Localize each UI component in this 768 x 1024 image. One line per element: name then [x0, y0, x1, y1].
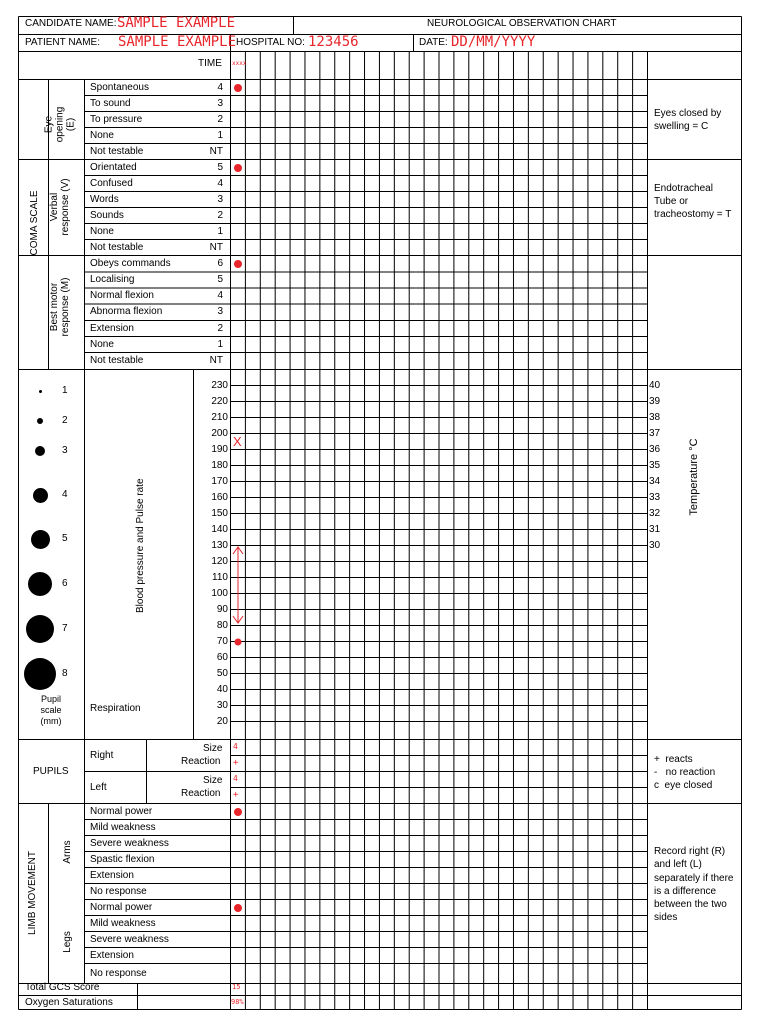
- eye-item-score: 1: [217, 129, 223, 141]
- bp-tick-label: 80: [216, 619, 228, 631]
- pupil-size-circle: [39, 390, 42, 393]
- eye-note: Eyes closed by swelling = C: [654, 108, 722, 132]
- temperature-label: Temperature °C: [688, 438, 700, 516]
- arms-item-label: Extension: [90, 869, 134, 881]
- limb-movement-label: LIMB MOVEMENT: [27, 851, 38, 935]
- legs-item-label: Normal power: [90, 901, 153, 913]
- right-size-label: Size: [203, 743, 223, 754]
- pupil-size-label: 1: [62, 385, 68, 396]
- pupil-size-label: 2: [62, 415, 68, 426]
- motor-item-score: 1: [217, 338, 223, 350]
- bp-tick-label: 90: [216, 603, 228, 615]
- bp-tick-label: 110: [212, 571, 228, 583]
- legs-item-label: Extension: [90, 949, 134, 961]
- eye-score-dot[interactable]: [234, 84, 242, 92]
- gcs-value[interactable]: 15: [232, 983, 241, 991]
- candidate-label: CANDIDATE NAME:: [25, 18, 117, 29]
- motor-item-label: Not testable: [90, 355, 144, 366]
- temperature-tick-label: 32: [649, 507, 661, 519]
- bp-tick-label: 30: [216, 699, 228, 711]
- pupil-size-label: 5: [62, 533, 68, 544]
- temperature-tick-label: 31: [649, 523, 661, 535]
- left-size-value[interactable]: 4: [233, 774, 238, 783]
- pupil-size-label: 8: [62, 668, 68, 679]
- verbal-item-score: 4: [217, 177, 223, 189]
- left-size-label: Size: [203, 775, 223, 786]
- temperature-tick-label: 35: [649, 459, 661, 471]
- verbal-response-label: Verbal response (V): [49, 178, 71, 236]
- temperature-tick-label: 38: [649, 411, 661, 423]
- pupil-scale-label: Pupil scale (mm): [40, 694, 62, 726]
- bp-tick-label: 70: [216, 635, 228, 647]
- pupil-size-circle: [37, 418, 43, 424]
- verbal-item-label: Orientated: [90, 161, 137, 173]
- patient-value[interactable]: SAMPLE EXAMPLE: [118, 34, 237, 50]
- pupil-size-circle: [35, 446, 45, 456]
- o2-value[interactable]: 98%: [231, 998, 244, 1006]
- verbal-item-score: 3: [217, 193, 223, 205]
- coma-scale-label: COMA SCALE: [29, 190, 40, 256]
- verbal-item-score: 2: [217, 209, 223, 221]
- motor-item-score: 4: [217, 290, 223, 301]
- time-label: TIME: [198, 58, 222, 69]
- pupil-size-circle: [31, 530, 50, 549]
- motor-item-score: 2: [217, 322, 223, 334]
- motor-response-label: Best motor response (M): [49, 277, 71, 337]
- hospital-value[interactable]: 123456: [308, 34, 359, 50]
- motor-item-score: 3: [217, 306, 223, 318]
- o2-label: Oxygen Saturations: [25, 997, 113, 1008]
- bp-tick-label: 210: [211, 411, 228, 423]
- verbal-item-score: NT: [209, 241, 223, 253]
- bp-tick-label: 140: [211, 523, 228, 535]
- pupil-size-label: 6: [62, 578, 68, 589]
- legs-item-label: No response: [90, 967, 147, 979]
- temperature-tick-label: 33: [649, 491, 661, 503]
- candidate-value[interactable]: SAMPLE EXAMPLE: [117, 15, 236, 31]
- bp-tick-label: 150: [211, 507, 228, 519]
- bp-tick-label: 230: [211, 379, 228, 391]
- respiration-label: Respiration: [90, 703, 141, 714]
- bp-tick-label: 60: [216, 651, 228, 663]
- verbal-item-label: Sounds: [90, 209, 124, 221]
- gcs-label: Total GCS Score: [25, 982, 100, 993]
- blood-pressure-arrow[interactable]: [228, 540, 248, 650]
- pupil-size-circle: [33, 488, 48, 503]
- eye-item-label: To pressure: [90, 113, 143, 125]
- pupil-size-label: 7: [62, 623, 68, 634]
- verbal-item-score: 1: [217, 225, 223, 237]
- verbal-item-score: 5: [217, 161, 223, 173]
- pupil-legend-eye-closed: c eye closed: [654, 780, 713, 791]
- temperature-tick-label: 40: [649, 379, 661, 391]
- left-reaction-label: Reaction: [181, 788, 221, 799]
- eye-item-label: Spontaneous: [90, 81, 149, 93]
- time-value[interactable]: xxxx: [232, 60, 247, 67]
- bp-tick-label: 100: [211, 587, 228, 599]
- motor-item-score: 6: [217, 257, 223, 269]
- arms-power-dot[interactable]: [234, 808, 242, 816]
- verbal-item-label: Words: [90, 193, 119, 205]
- bp-tick-label: 170: [211, 475, 228, 487]
- motor-item-score: 5: [217, 274, 223, 285]
- arms-item-label: Severe weakness: [90, 837, 169, 849]
- temperature-tick-label: 30: [649, 539, 661, 551]
- bp-tick-label: 180: [211, 459, 228, 471]
- motor-item-label: None: [90, 338, 114, 350]
- pupil-size-circle: [28, 572, 52, 596]
- pupil-legend-reacts: + reacts: [654, 754, 693, 765]
- motor-item-label: Normal flexion: [90, 290, 154, 301]
- arms-label: Arms: [62, 840, 73, 864]
- right-size-value[interactable]: 4: [233, 742, 238, 751]
- pupil-size-circle: [24, 658, 56, 690]
- legs-label: Legs: [62, 931, 73, 953]
- legs-item-label: Mild weakness: [90, 917, 156, 929]
- legs-item-label: Severe weakness: [90, 933, 169, 945]
- motor-item-label: Obeys commands: [90, 257, 171, 269]
- bp-tick-label: 120: [211, 555, 228, 567]
- verbal-score-dot[interactable]: [234, 164, 242, 172]
- verbal-note: Endotracheal Tube or tracheostomy = T: [654, 183, 732, 220]
- arms-item-label: Spastic flexion: [90, 853, 155, 865]
- eye-item-score: 2: [217, 113, 223, 125]
- motor-item-label: Localising: [90, 274, 135, 285]
- eye-item-score: 4: [217, 81, 223, 93]
- pulse-mark[interactable]: X: [233, 434, 242, 449]
- left-reaction-value[interactable]: +: [233, 790, 239, 800]
- bp-tick-label: 220: [211, 395, 228, 407]
- pupil-left-label: Left: [90, 782, 107, 793]
- bp-tick-label: 50: [216, 667, 228, 679]
- pupil-size-label: 3: [62, 445, 68, 456]
- pupil-legend-no-reaction: - no reaction: [654, 767, 716, 778]
- motor-item-score: NT: [209, 355, 223, 366]
- verbal-item-label: Confused: [90, 177, 133, 189]
- chart-title: NEUROLOGICAL OBSERVATION CHART: [427, 18, 617, 29]
- legs-power-dot[interactable]: [234, 904, 242, 912]
- date-value[interactable]: DD/MM/YYYY: [451, 34, 536, 50]
- date-label: DATE:: [419, 37, 448, 48]
- eye-item-score: NT: [209, 145, 223, 157]
- eye-item-score: 3: [217, 97, 223, 109]
- bp-tick-label: 160: [211, 491, 228, 503]
- pupils-label: PUPILS: [33, 766, 69, 777]
- verbal-item-label: Not testable: [90, 241, 144, 253]
- hospital-label: HOSPITAL NO:: [236, 37, 305, 48]
- motor-item-label: Extension: [90, 322, 134, 334]
- temperature-tick-label: 34: [649, 475, 661, 487]
- bp-tick-label: 190: [211, 443, 228, 455]
- temperature-tick-label: 37: [649, 427, 661, 439]
- motor-item-label: Abnorma flexion: [90, 306, 163, 318]
- pupil-size-circle: [26, 615, 54, 643]
- bp-pulse-label: Blood pressure and Pulse rate: [135, 478, 146, 613]
- bp-tick-label: 200: [211, 427, 228, 439]
- right-reaction-label: Reaction: [181, 756, 221, 767]
- eye-item-label: To sound: [90, 97, 131, 109]
- bp-tick-label: 130: [211, 539, 228, 551]
- eye-opening-label: Eye opening (E): [43, 106, 77, 143]
- temperature-tick-label: 36: [649, 443, 661, 455]
- motor-score-dot[interactable]: [234, 260, 242, 268]
- arms-item-label: No response: [90, 885, 147, 897]
- arms-item-label: Mild weakness: [90, 821, 156, 833]
- bp-tick-label: 20: [216, 715, 228, 727]
- verbal-item-label: None: [90, 225, 114, 237]
- right-reaction-value[interactable]: +: [233, 758, 239, 768]
- bp-tick-label: 40: [216, 683, 228, 695]
- temperature-tick-label: 39: [649, 395, 661, 407]
- limb-note: Record right (R) and left (L) separately if there is a difference between the two sides: [654, 846, 734, 924]
- pupil-size-label: 4: [62, 489, 68, 500]
- eye-item-label: Not testable: [90, 145, 144, 157]
- patient-label: PATIENT NAME:: [25, 37, 101, 48]
- eye-item-label: None: [90, 129, 114, 141]
- arms-item-label: Normal power: [90, 805, 153, 817]
- pupil-right-label: Right: [90, 750, 114, 761]
